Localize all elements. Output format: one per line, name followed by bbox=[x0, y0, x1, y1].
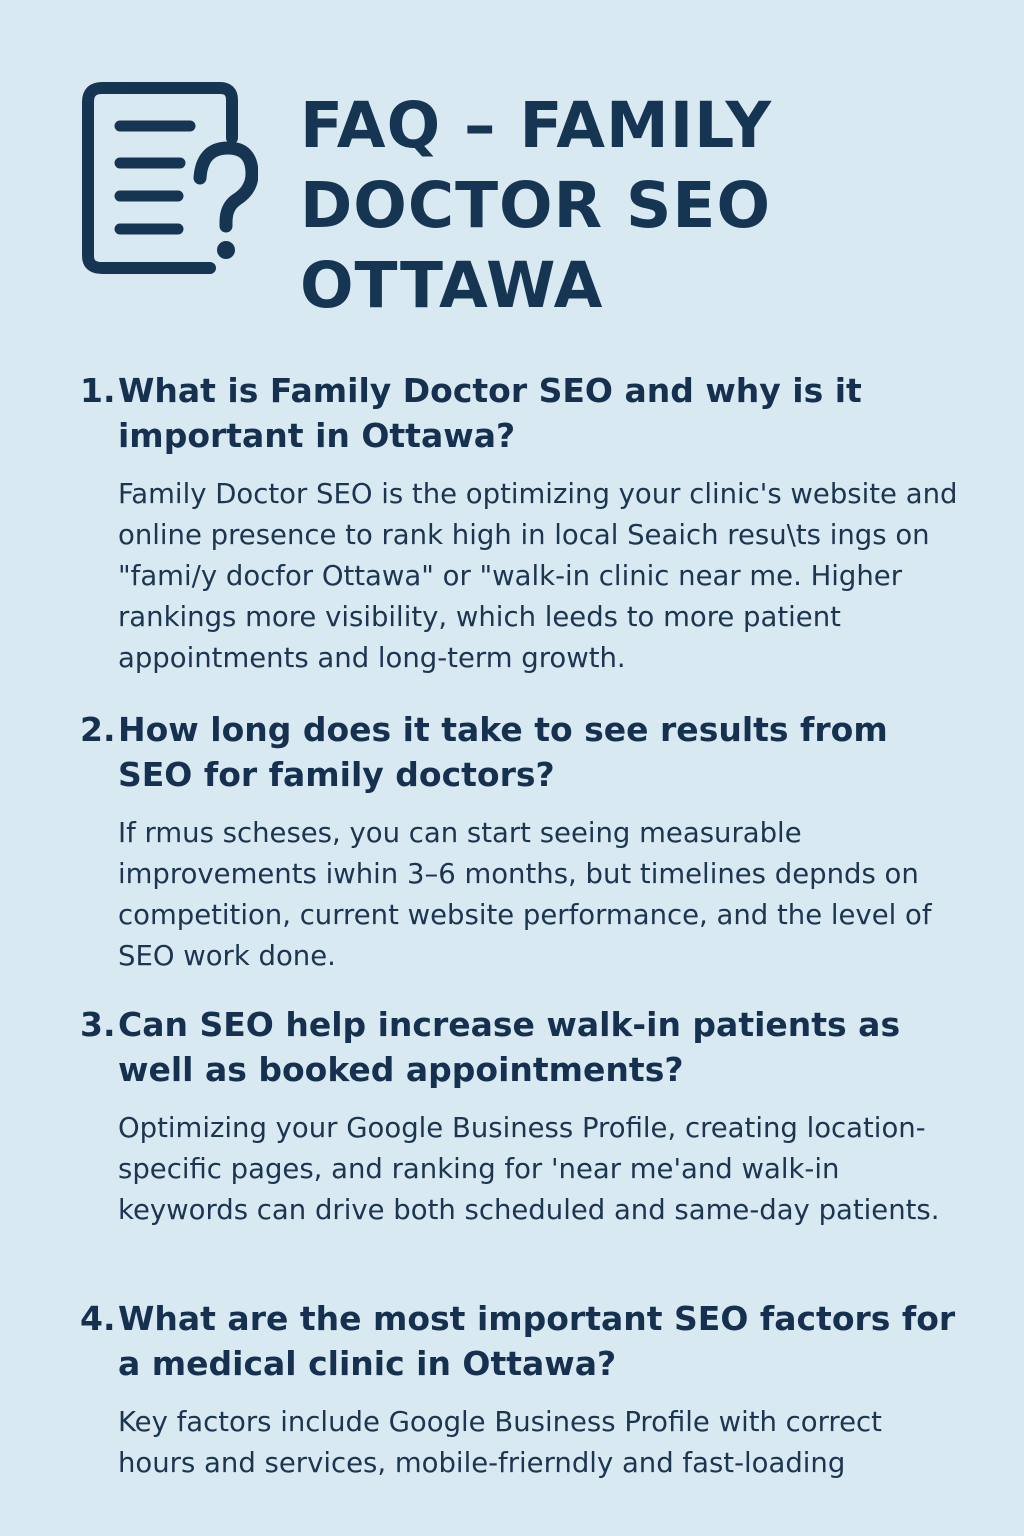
header bbox=[80, 78, 980, 328]
faq-number: 3. bbox=[80, 1005, 116, 1044]
faq-question-text: What is Family Doctor SEO and why is it important in Ottawa? bbox=[118, 371, 862, 455]
faq-item bbox=[80, 1002, 960, 1231]
faq-question bbox=[80, 1296, 960, 1386]
faq-question-text: What are the most important SEO factors for a medical clinic in Ottawa? bbox=[118, 1299, 956, 1383]
faq-answer: Family Doctor SEO is the optimizing your clinic's website and online presence to rank high in local Seaich resu\ts ings on "fami/y docfor Ottawa" or "walk-in clinic near me. Higher rankings more visibility, which leeds to more patient appointments and long-term growth. bbox=[118, 478, 958, 674]
faq-question bbox=[80, 707, 960, 797]
faq-question bbox=[80, 368, 960, 458]
page-title: FAQ – FAMILY DOCTOR SEO OTTAWA bbox=[300, 89, 773, 322]
faq-answer: If rmus scheses, you can start seeing measurable improvements iwhin 3–6 months, but timelines depnds on competition, current website performance, and the level of SEO work done. bbox=[118, 817, 932, 972]
faq-answer: Key factors include Google Business Profile with correct hours and services, mobile-frierndly and fast-loading bbox=[118, 1406, 882, 1479]
faq-question bbox=[80, 1002, 960, 1092]
faq-question-text: Can SEO help increase walk-in patients as well as booked appointments? bbox=[118, 1005, 901, 1089]
faq-item bbox=[80, 368, 960, 679]
faq-answer: Optimizing your Google Business Profile, creating location-specific pages, and ranking for 'near me'and walk-in keywords can drive both scheduled and same-day patients. bbox=[118, 1112, 940, 1226]
faq-question-text: How long does it take to see results from SEO for family doctors? bbox=[118, 710, 888, 794]
faq-number: 4. bbox=[80, 1299, 116, 1338]
faq-number: 1. bbox=[80, 371, 116, 410]
faq-item bbox=[80, 707, 960, 977]
faq-number: 2. bbox=[80, 710, 116, 749]
faq-item bbox=[80, 1296, 960, 1484]
document-question-icon bbox=[80, 80, 258, 276]
